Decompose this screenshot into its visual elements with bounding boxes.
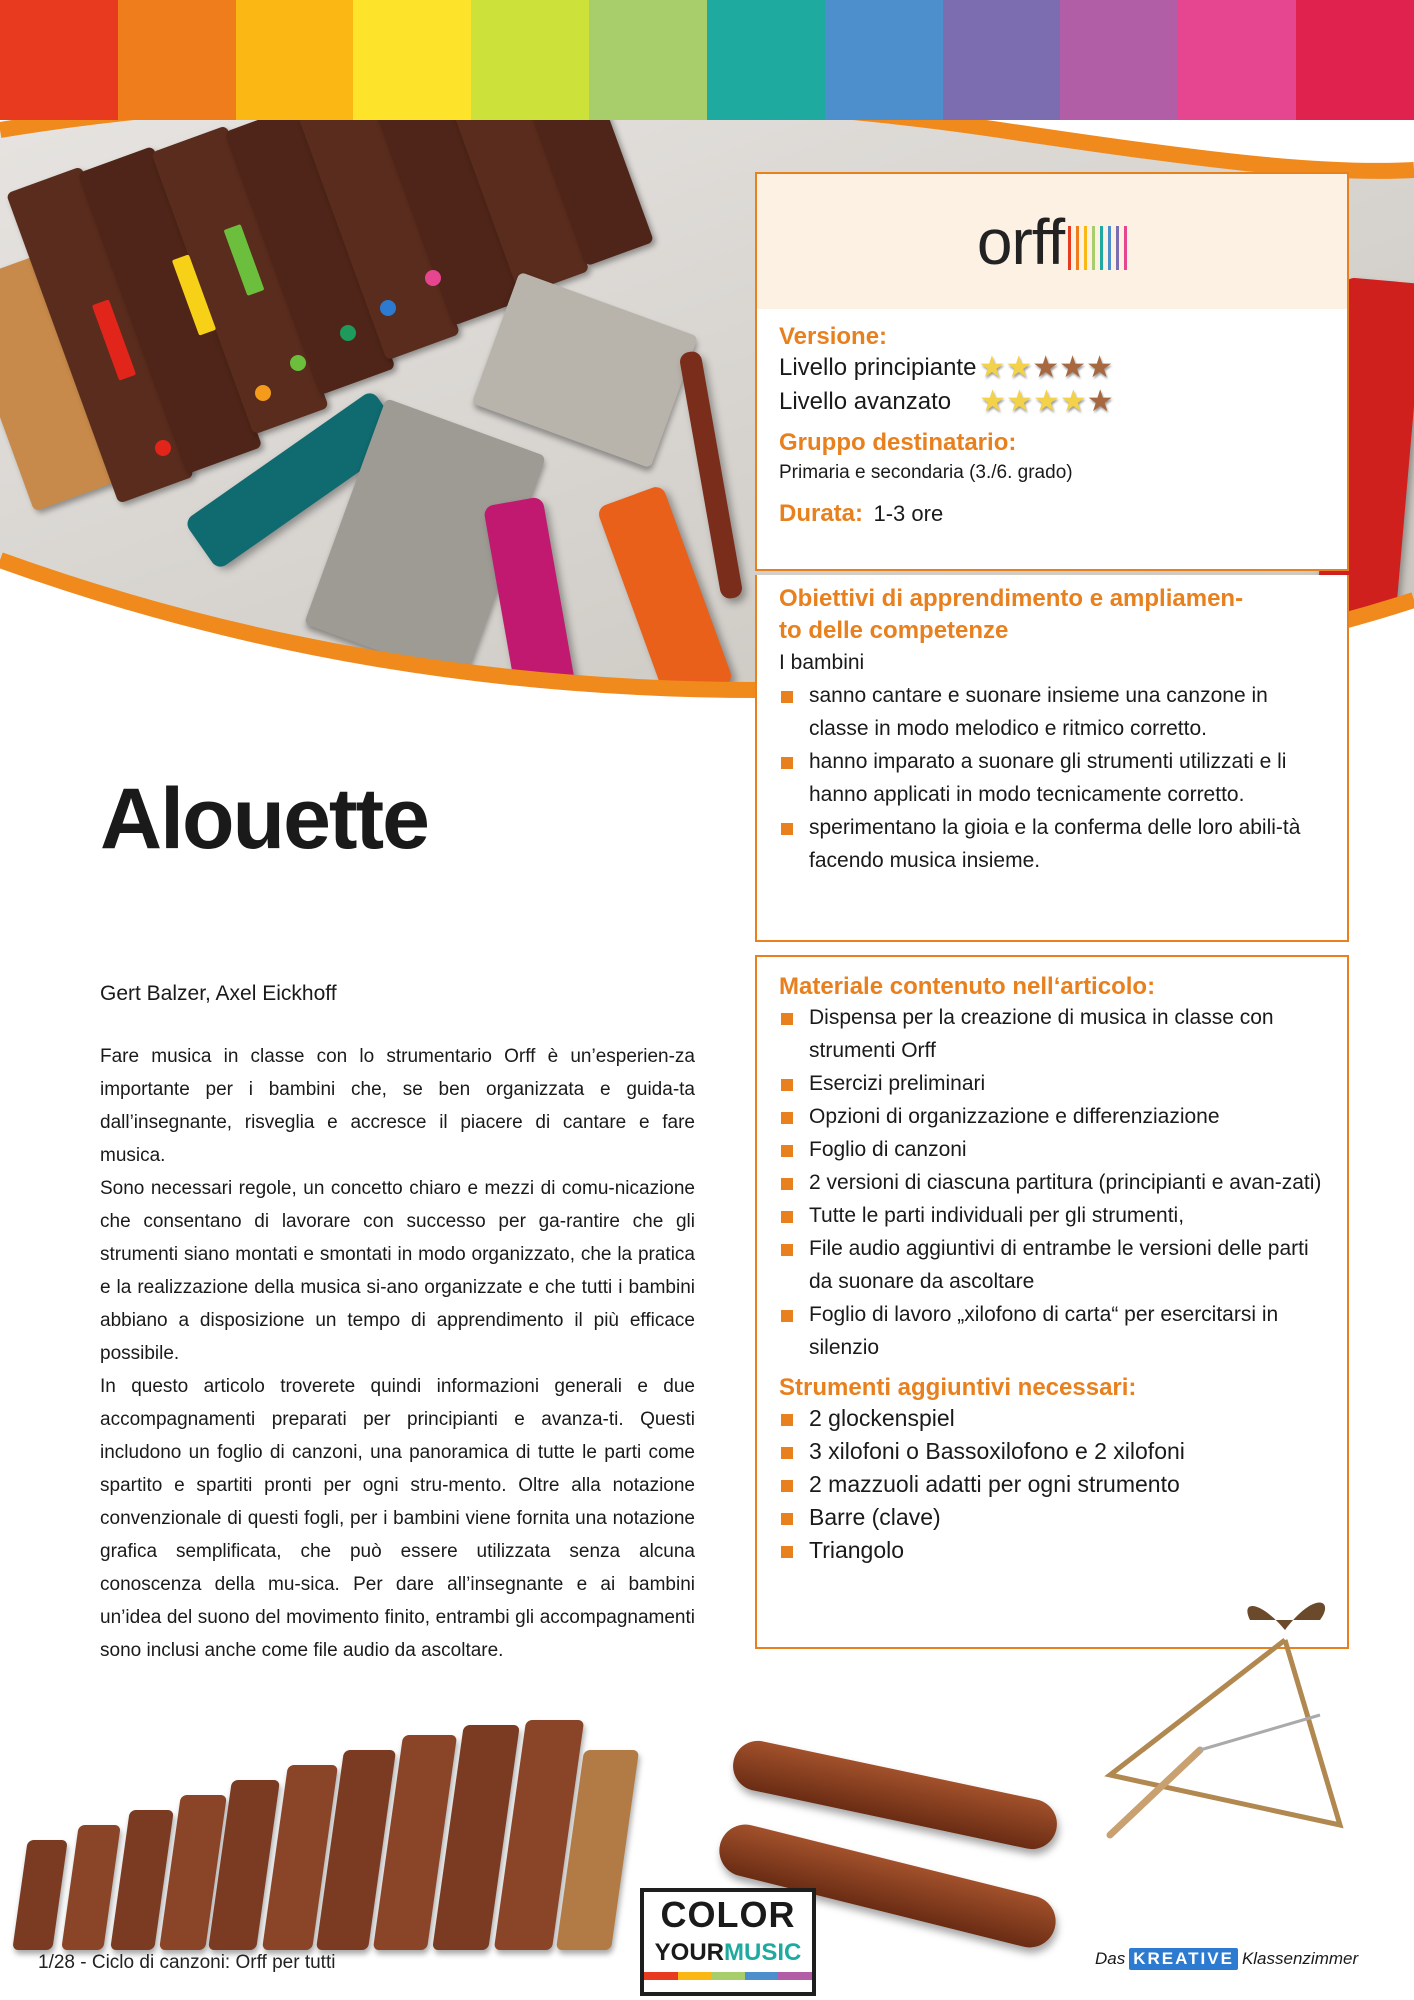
instruments-list <box>779 1402 1325 1567</box>
rainbow-segment <box>1296 0 1414 120</box>
materials-heading: Materiale contenuto nell‘articolo: <box>779 973 1156 1000</box>
level-label: Livello principiante <box>779 354 977 381</box>
body-paragraph: Sono necessari regole, un concetto chiaro e mezzi di comu-nicazione che consentano di lavorare con successo per ga-rantire che gli strumenti siano montati e smontati in modo organizzato, che la pratica e la realizzazione della musica si-ano organizzate e che tutti i bambini abbiano a disposizione un tempo di apprendimento il più efficace possibile. <box>100 1178 695 1364</box>
star-icon: ★ <box>1005 351 1033 384</box>
list-item: Barre (clave) <box>779 1501 1325 1534</box>
star-icon: ★ <box>1086 385 1114 418</box>
star-icon: ★ <box>1059 351 1087 384</box>
bottom-xylophone-image <box>20 1720 630 1960</box>
info-box <box>755 172 1349 571</box>
star-icon: ★ <box>1059 385 1087 418</box>
list-item: hanno imparato a suonare gli strumenti utilizzati e li hanno applicati in modo tecnicamente corretto. <box>779 745 1325 811</box>
star-icon: ★ <box>1086 351 1113 384</box>
publisher-logo: Das KREATIVE Klassenzimmer <box>1095 1949 1359 1968</box>
list-item: 2 glockenspiel <box>779 1402 1325 1435</box>
rainbow-segment <box>236 0 354 120</box>
authors: Gert Balzer, Axel Eickhoff <box>100 982 337 1005</box>
rainbow-segment <box>825 0 943 120</box>
list-item: Triangolo <box>779 1534 1325 1567</box>
rainbow-segment <box>353 0 471 120</box>
list-item: File audio aggiuntivi di entrambe le versioni delle parti da suonare da ascoltare <box>779 1232 1325 1298</box>
versione-heading: Versione: <box>779 323 888 350</box>
color-your-music-logo <box>640 1888 816 1996</box>
list-item: 2 mazzuoli adatti per ogni strumento <box>779 1468 1325 1501</box>
rainbow-segment <box>1178 0 1296 120</box>
star-icon: ★ <box>979 385 1007 418</box>
list-item: Foglio di lavoro „xilofono di carta“ per esercitarsi in silenzio <box>779 1298 1325 1364</box>
level-row-advanced <box>779 385 1325 419</box>
durata-heading: Durata: <box>779 500 864 527</box>
materials-list <box>779 1001 1325 1364</box>
list-item: Esercizi preliminari <box>779 1067 1325 1100</box>
durata-value: 1-3 ore <box>873 501 944 526</box>
rainbow-segment <box>471 0 589 120</box>
list-item: Tutte le parti individuali per gli strumenti, <box>779 1199 1325 1232</box>
brand-line-2: YOURMUSIC <box>654 1939 802 1966</box>
rainbow-segment <box>589 0 707 120</box>
rainbow-segment <box>118 0 236 120</box>
list-item: Opzioni di organizzazione e differenziazione <box>779 1100 1325 1133</box>
level-label: Livello avanzato <box>779 388 952 415</box>
page-title: Alouette <box>100 771 428 867</box>
triangle-instrument-image <box>1070 1600 1370 1850</box>
publisher-word: KREATIVE <box>1129 1948 1238 1970</box>
article-body <box>100 1040 695 1667</box>
rainbow-segment <box>1060 0 1178 120</box>
objectives-box <box>755 575 1349 942</box>
orff-logo: orff <box>976 205 1065 278</box>
objectives-heading: Obiettivi di apprendimento e ampliamen- to delle competenze <box>779 585 1244 644</box>
star-icon: ★ <box>1006 385 1033 418</box>
orff-logo-stripes <box>1068 226 1127 270</box>
rainbow-segment <box>707 0 825 120</box>
instruments-heading: Strumenti aggiuntivi necessari: <box>779 1374 1137 1401</box>
brand-line-1: COLOR <box>660 1894 796 1935</box>
materials-box <box>755 955 1349 1649</box>
body-paragraph: In questo articolo troverete quindi informazioni generali e due accompagnamenti preparati per principianti e avanza-ti. Questi includono un foglio di canzoni, una panoramica di tutte le parti come spartito e spartiti pronti per ogni stru-mento. Oltre alla notazione convenzionale di questi fogli, per i bambini viene fornita una notazione grafica semplificata, che può essere utilizzata senza alcuna conoscenza della mu-sica. Per dare all’insegnante e ai bambini un’idea del suono del movimento finito, entrambi gli accompagnamenti sono inclusi anche come file audio da ascoltare. <box>100 1376 695 1661</box>
list-item: Dispensa per la creazione di musica in classe con strumenti Orff <box>779 1001 1325 1067</box>
rating-stars-beginner <box>978 353 1113 383</box>
rainbow-segment <box>943 0 1061 120</box>
star-icon: ★ <box>978 351 1006 384</box>
rainbow-segment <box>0 0 118 120</box>
page-footer-text: 1/28 - Ciclo di canzoni: Orff per tutti <box>38 1952 336 1973</box>
body-paragraph: Fare musica in classe con lo strumentario Orff è un’esperien-za importante per i bambini che, se ben organizzata e guida-ta dall’insegnante, risveglia e accresce il piacere di cantare e fare musica. <box>100 1046 695 1166</box>
list-item: sperimentano la gioia e la conferma delle loro abili-tà facendo musica insieme. <box>779 811 1325 877</box>
list-item: 3 xilofoni o Bassoxilofono e 2 xilofoni <box>779 1435 1325 1468</box>
objectives-intro: I bambini <box>779 651 865 674</box>
list-item: Foglio di canzoni <box>779 1133 1325 1166</box>
gruppo-heading: Gruppo destinatario: <box>779 429 1017 456</box>
rating-stars-advanced <box>979 387 1114 417</box>
star-icon: ★ <box>1032 385 1060 418</box>
objectives-list <box>779 679 1325 877</box>
gruppo-value: Primaria e secondaria (3./6. grado) <box>779 462 1073 483</box>
triangle-strap <box>1247 1603 1325 1631</box>
rainbow-stripe <box>0 0 1414 120</box>
list-item: 2 versioni di ciascuna partitura (principianti e avan-zati) <box>779 1166 1325 1199</box>
list-item: sanno cantare e suonare insieme una canzone in classe in modo melodico e ritmico corretto. <box>779 679 1325 745</box>
star-icon: ★ <box>1032 351 1060 384</box>
orff-logo-area <box>757 174 1347 309</box>
level-row-beginner <box>779 351 1325 385</box>
